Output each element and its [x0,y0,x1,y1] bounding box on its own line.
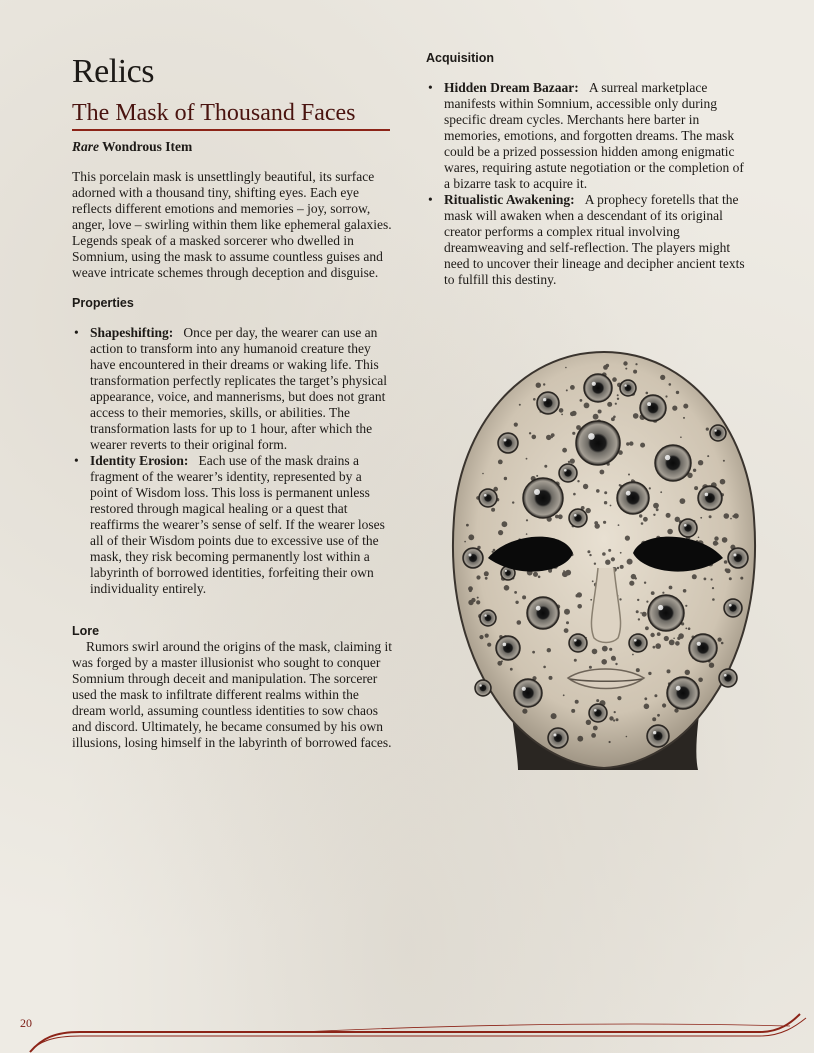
acquisition-text: A surreal marketplace manifests within Somnium, accessible only during specific dream cycles. Merchants here barter in memories, emotions, and forgotten dreams. The mask could be a prized possession hidden among enigmatic wares, requiring astute negotiation or the completion of a bizarre task to acquire it. [444,80,744,191]
bullet-icon: • [74,453,79,468]
properties-list [72,325,392,597]
item-description: This porcelain mask is unsettlingly beautiful, its surface adorned with a thousand tiny, shifting eyes. Each eye reflects different emotions and memories – joy, sorrow, anger, love – swirling within them like ephemeral galaxies. Legends speak of a masked sorcerer who dwelled in Somnium, using the mask to assume countless guises and weave intricate schemes through deception and disguise. [72,169,392,280]
page-title: Relics [72,53,154,90]
list-item [426,80,746,192]
item-rarity: Rare [72,139,99,154]
list-item [426,192,746,288]
mask-image [448,348,760,770]
item-title: The Mask of Thousand Faces [72,100,390,131]
property-text: Each use of the mask drains a fragment of the wearer’s identity, represented by a point of Wisdom loss. This loss is permanent unless restored through magical healing or a quest that reaffirms the wearer’s sense of self. If the wearer loses all of their Wisdom points due to excessive use of the mask, they risk becoming permanently lost within a labyrinth of borrowed identities, forfeiting their own individuality entirely. [90,453,385,596]
lore-text: Rumors swirl around the origins of the mask, claiming it was forged by a master illusionist who sought to conquer Somnium through deceit and manipulation. The sorcerer used the mask to infiltrate different realms within the dream world, assuming countless identities to sow chaos and discord. Ultimately, he became consumed by his own illusions, losing himself in the labyrinth of borrowed faces. [72,639,392,750]
property-name: Shapeshifting: [90,325,174,340]
properties-heading: Properties [72,296,134,310]
item-type [72,139,392,155]
bullet-icon: • [428,192,433,207]
acquisition-heading: Acquisition [426,51,495,65]
item-category: Wondrous Item [99,139,193,154]
mask-illustration [448,348,760,770]
lore-heading: Lore [72,624,100,638]
footer-ornament [0,1008,814,1053]
right-column [426,50,746,288]
acquisition-text: A prophecy foretells that the mask will awaken when a descendant of its original creator performs a complex ritual involving dreamweaving and self-reflection. The players might need to uncover their lineage and decipher ancient texts to fulfill this destiny. [444,192,745,287]
property-name: Identity Erosion: [90,453,189,468]
acquisition-name: Ritualistic Awakening: [444,192,575,207]
list-item [72,453,392,597]
list-item [72,325,392,453]
left-column [72,50,392,751]
acquisition-list [426,80,746,288]
acquisition-name: Hidden Dream Bazaar: [444,80,579,95]
page-number: 20 [20,1016,32,1030]
bullet-icon: • [74,325,79,340]
property-text: Once per day, the wearer can use an action to transform into any humanoid creature they have encountered in their dreams or waking life. This transformation perfectly replicates the target’s physical appearance, voice, and mannerisms, but does not grant access to their memories, skills, or abilities. The transformation lasts for up to 1 hour, after which the wearer reverts to their original form. [90,325,388,452]
bullet-icon: • [428,80,433,95]
